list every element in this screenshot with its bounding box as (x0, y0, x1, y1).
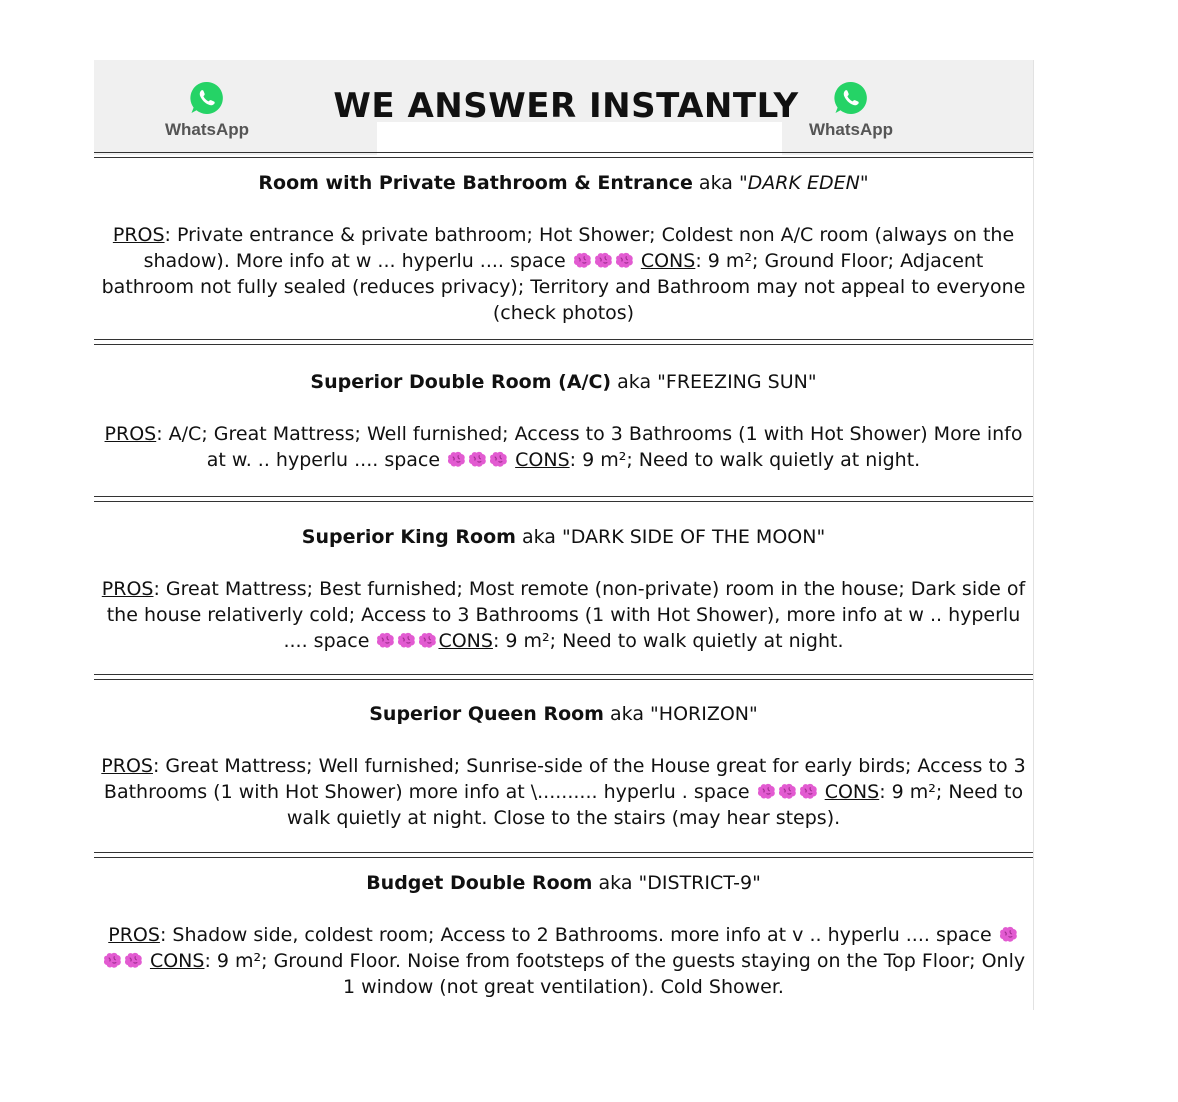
whatsapp-icon (833, 80, 869, 116)
room-freezing-sun (94, 369, 1033, 473)
room-title (94, 369, 1033, 395)
header-mask (377, 122, 782, 155)
cons-label: CONS (824, 781, 880, 803)
room-nickname: "DARK SIDE OF THE MOON" (562, 526, 826, 548)
brain-icon (615, 252, 634, 269)
room-name: Room with Private Bathroom & Entrance (258, 172, 693, 194)
room-dark-eden (94, 170, 1033, 326)
cons-text: : 9 m²; Ground Floor. Noise from footsteps of the guests staying on the Top Floor; Only 1 window (not great ventilation). Cold Shower. (204, 950, 1026, 998)
brain-icon (376, 632, 395, 649)
cons-label: CONS (438, 630, 493, 652)
room-description (94, 421, 1033, 473)
brain-icon (778, 783, 797, 800)
section-divider (94, 152, 1033, 158)
room-title (94, 170, 1033, 196)
brain-icon (447, 451, 466, 468)
cons-label: CONS (515, 449, 570, 471)
brain-icon (103, 952, 122, 969)
room-description (94, 576, 1033, 654)
whatsapp-link-right[interactable] (796, 80, 906, 140)
brain-icon (124, 952, 143, 969)
brain-icon (999, 926, 1018, 943)
headline: WE ANSWER INSTANTLY (333, 86, 799, 126)
brain-icon (799, 783, 818, 800)
whatsapp-label: WhatsApp (164, 120, 250, 139)
cons-text: : 9 m²; Need to walk quietly at night. Close to the stairs (may hear steps). (286, 781, 1024, 829)
aka-word: aka (698, 172, 733, 194)
cons-text: : 9 m²; Ground Floor; Adjacent bathroom not fully sealed (reduces privacy); Territory and Bathroom may not appeal to everyone (check photos) (101, 250, 1026, 324)
whatsapp-icon (189, 80, 225, 116)
pros-text: : Shadow side, coldest room; Access to 2 Bathrooms. more info at v .. hyperlu .... space (159, 924, 998, 946)
room-title (94, 524, 1033, 550)
pros-text: : Private entrance & private bathroom; Hot Shower; Coldest non A/C room (always on the shadow). More info at w ... hyperlu .... space (143, 224, 1015, 272)
pros-text: : A/C; Great Mattress; Well furnished; Access to 3 Bathrooms (1 with Hot Shower) More info at w. .. hyperlu .... space (156, 423, 1023, 471)
aka-word: aka (521, 526, 556, 548)
brain-icon (573, 252, 592, 269)
cons-label: CONS (640, 250, 696, 272)
section-divider (94, 852, 1033, 858)
room-description (94, 922, 1033, 1000)
pros-label: PROS (101, 578, 154, 600)
room-nickname: "DARK EDEN" (738, 172, 869, 194)
aka-word: aka (610, 703, 644, 725)
room-description (94, 753, 1033, 831)
brain-icon (397, 632, 416, 649)
room-name: Budget Double Room (366, 872, 593, 894)
section-divider (94, 496, 1033, 502)
room-listing-sheet (94, 60, 1034, 1010)
pros-label: PROS (104, 423, 157, 445)
pros-label: PROS (108, 924, 160, 946)
aka-word: aka (598, 872, 633, 894)
whatsapp-link-left[interactable] (152, 80, 262, 140)
room-description (94, 222, 1033, 326)
section-divider (94, 674, 1033, 680)
header-banner (94, 60, 1033, 155)
room-district-9 (94, 870, 1033, 1000)
brain-emoji-row (756, 781, 819, 803)
brain-emoji-row (446, 449, 509, 471)
section-divider (94, 339, 1033, 345)
room-horizon (94, 701, 1033, 831)
room-nickname: "FREEZING SUN" (657, 371, 817, 393)
room-nickname: "HORIZON" (650, 703, 758, 725)
brain-emoji-row (572, 250, 635, 272)
brain-icon (757, 783, 776, 800)
brain-icon (468, 451, 487, 468)
room-title (94, 870, 1033, 896)
cons-label: CONS (149, 950, 205, 972)
room-nickname: "DISTRICT-9" (638, 872, 761, 894)
room-name: Superior Double Room (A/C) (310, 371, 612, 393)
room-title (94, 701, 1033, 727)
whatsapp-label: WhatsApp (808, 120, 894, 139)
aka-word: aka (617, 371, 652, 393)
room-name: Superior King Room (301, 526, 516, 548)
cons-text: : 9 m²; Need to walk quietly at night. (569, 449, 921, 471)
brain-icon (418, 632, 437, 649)
brain-icon (594, 252, 613, 269)
cons-text: : 9 m²; Need to walk quietly at night. (492, 630, 844, 652)
pros-text: : Great Mattress; Best furnished; Most remote (non-private) room in the house; Dark side of the house relativerly cold; Access to 3 Bathrooms (1 with Hot Shower), more info at w .. hyperlu .... space (106, 578, 1026, 652)
pros-label: PROS (112, 224, 165, 246)
brain-icon (489, 451, 508, 468)
room-dark-side-of-the-moon (94, 524, 1033, 654)
brain-emoji-row (375, 630, 438, 652)
room-name: Superior Queen Room (369, 703, 604, 725)
pros-label: PROS (101, 755, 153, 777)
pros-text: : Great Mattress; Well furnished; Sunrise-side of the House great for early birds; Access to 3 Bathrooms (1 with Hot Shower) more info at \.......... hyperlu . space (103, 755, 1026, 803)
